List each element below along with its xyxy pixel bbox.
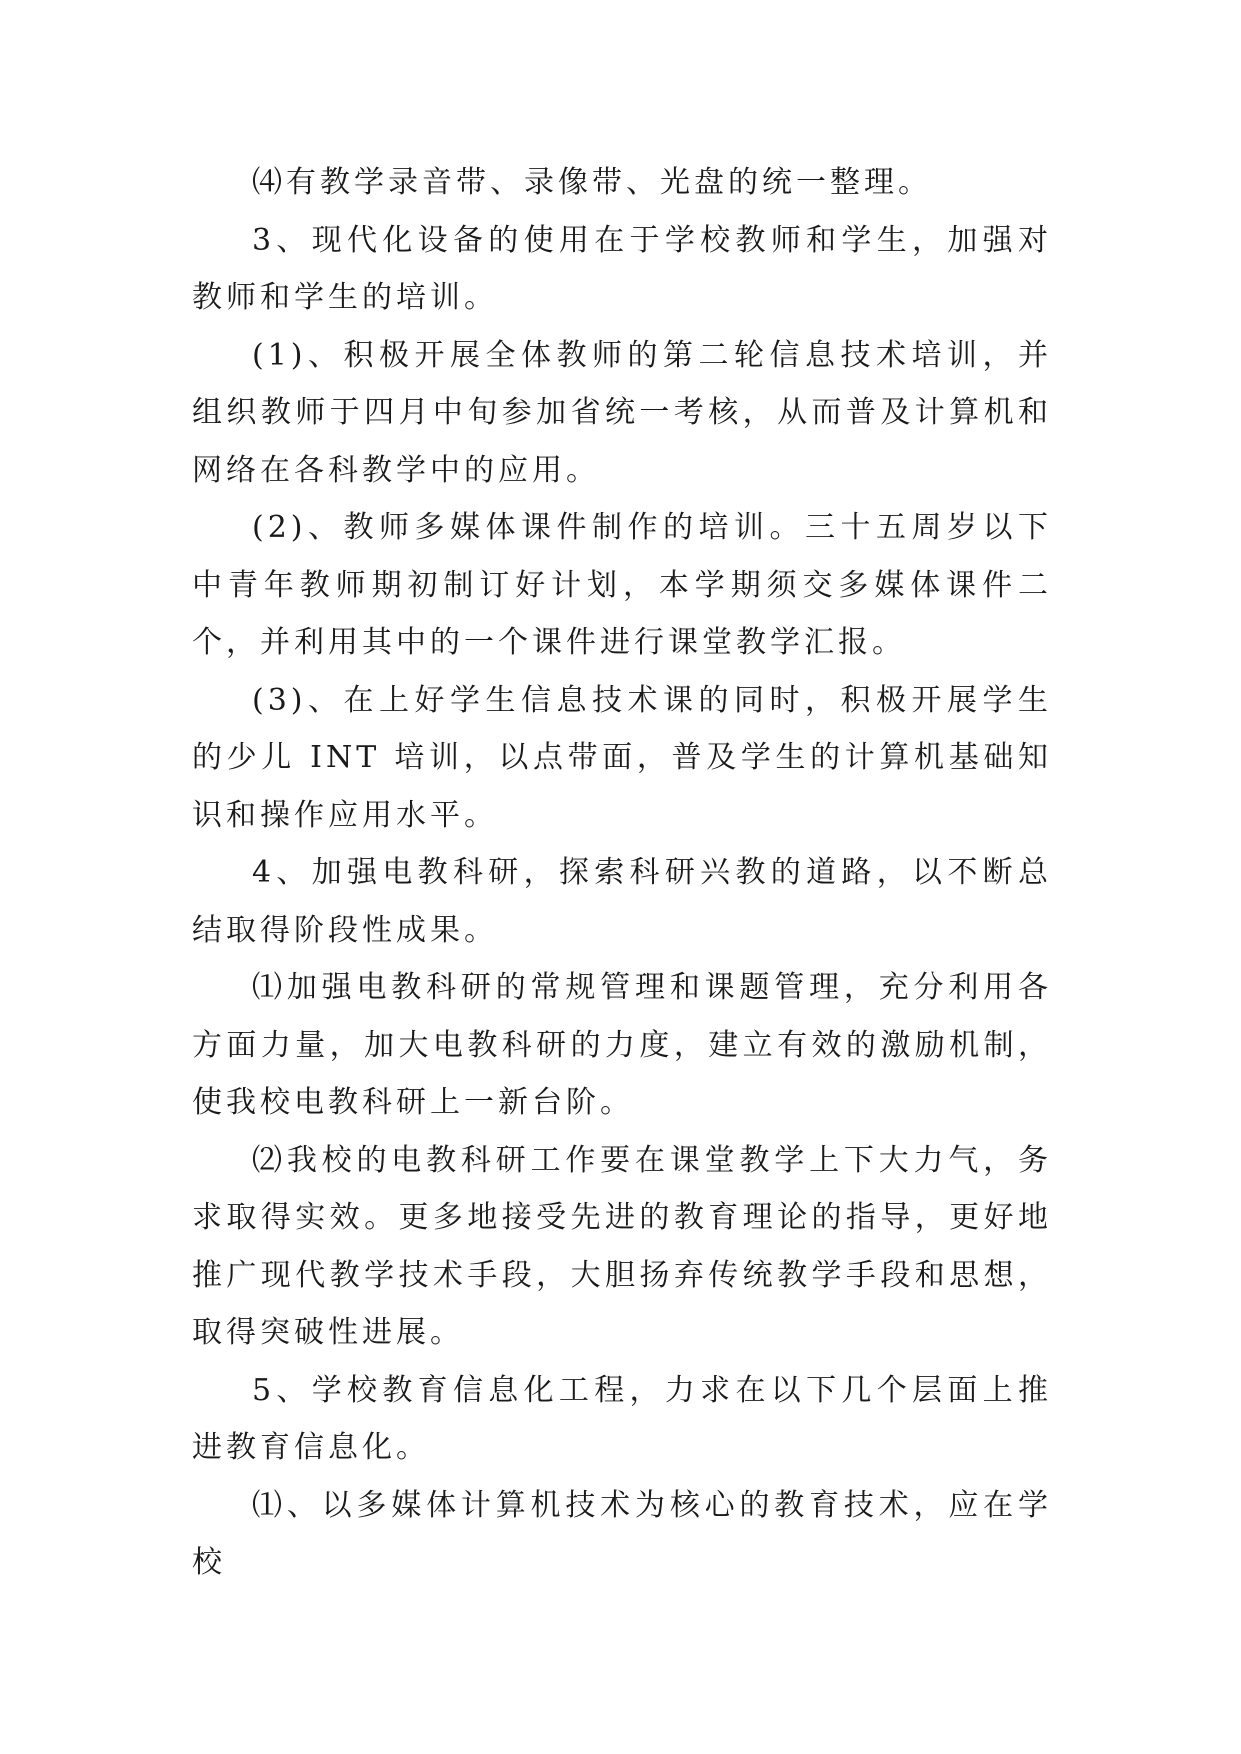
paragraph-5-informatization: 5、学校教育信息化工程，力求在以下几个层面上推进教育信息化。: [192, 1372, 1052, 1465]
paragraph-3-1-teacher-it-training: (1)、积极开展全体教师的第二轮信息技术培训，并组织教师于四月中旬参加省统一考核，从而普及计算机和网络在各科教学中的应用。: [192, 337, 1052, 488]
paragraph-4-2-classroom-research: ⑵我校的电教科研工作要在课堂教学上下大力气，务求取得实效。更多地接受先进的教育理论的指导，更好地推广现代教学技术手段，大胆扬弃传统教学手段和思想，取得突破性进展。: [192, 1142, 1052, 1350]
paragraph-5-1-multimedia: ⑴、以多媒体计算机技术为核心的教育技术，应在学校: [192, 1487, 1052, 1580]
paragraph-3-3-student-training: (3)、在上好学生信息技术课的同时，积极开展学生的少儿 INT 培训，以点带面，普及学生的计算机基础知识和操作应用水平。: [192, 682, 1052, 833]
paragraph-4-1-research-management: ⑴加强电教科研的常规管理和课题管理，充分利用各方面力量，加大电教科研的力度，建立有效的激励机制，使我校电教科研上一新台阶。: [192, 970, 1052, 1120]
paragraph-3-2-courseware-training: (2)、教师多媒体课件制作的培训。三十五周岁以下中青年教师期初制订好计划，本学期须交多媒体课件二个，并利用其中的一个课件进行课堂教学汇报。: [192, 510, 1052, 660]
paragraph-4-tape-organization: ⑷有教学录音带、录像带、光盘的统一整理。: [252, 165, 932, 200]
paragraph-3-equipment-training: 3、现代化设备的使用在于学校教师和学生，加强对教师和学生的培训。: [192, 222, 1052, 315]
document-body: [192, 154, 1052, 1592]
paragraph-4-research: 4、加强电教科研，探索科研兴教的道路，以不断总结取得阶段性成果。: [192, 855, 1052, 948]
